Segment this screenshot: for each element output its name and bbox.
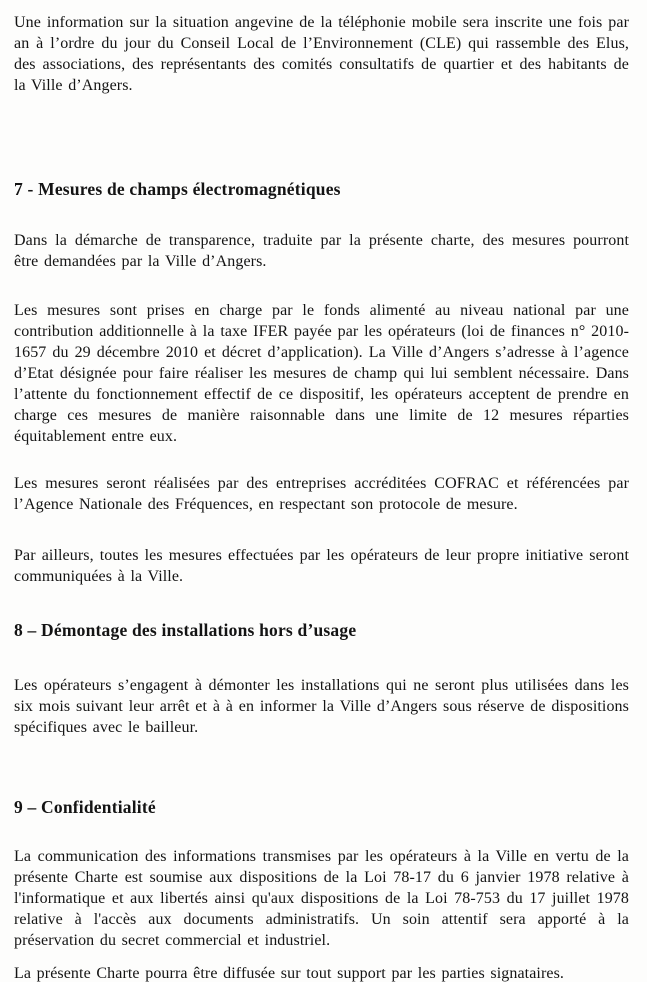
- section-8-heading: 8 – Démontage des installations hors d’usage: [14, 620, 357, 640]
- section-7-paragraph-4: Par ailleurs, toutes les mesures effectuées par les opérateurs de leur propre initiative seront communiquées à la Ville.: [14, 547, 629, 585]
- section-9-paragraph-1: La communication des informations transmises par les opérateurs à la Ville en vertu de la présente Charte est soumise aux dispositions de la Loi 78-17 du 6 janvier 1978 relative à l'informatique et aux libertés ainsi qu'aux dispositions de la Loi 78-753 du 17 juillet 1978 relative à l'accès aux documents administratifs. Un soin attentif sera apporté à la préservation du secret commercial et industriel.: [14, 848, 629, 949]
- section-9-paragraph-2: La présente Charte pourra être diffusée sur tout support par les parties signataires.: [14, 965, 565, 982]
- section-7-heading: 7 - Mesures de champs électromagnétiques: [14, 179, 341, 199]
- section-8-paragraph-1: Les opérateurs s’engagent à démonter les installations qui ne seront plus utilisées dans les six mois suivant leur arrêt et à à en informer la Ville d’Angers sous réserve de dispositions spécifiques avec le bailleur.: [14, 677, 629, 736]
- section-9-heading: 9 – Confidentialité: [14, 797, 156, 817]
- section-7-paragraph-1: Dans la démarche de transparence, traduite par la présente charte, des mesures pourront être demandées par la Ville d’Angers.: [14, 232, 629, 270]
- section-7-paragraph-3: Les mesures seront réalisées par des entreprises accréditées COFRAC et référencées par l’Agence Nationale des Fréquences, en respectant son protocole de mesure.: [14, 475, 629, 513]
- intro-paragraph: Une information sur la situation angevine de la téléphonie mobile sera inscrite une fois par an à l’ordre du jour du Conseil Local de l’Environnement (CLE) qui rassemble des Elus, des associations, des représentants des comités consultatifs de quartier et des habitants de la Ville d’Angers.: [14, 14, 629, 94]
- section-7-paragraph-2: Les mesures sont prises en charge par le fonds alimenté au niveau national par une contribution additionnelle à la taxe IFER payée par les opérateurs (loi de finances n° 2010-1657 du 29 décembre 2010 et décret d’application). La Ville d’Angers s’adresse à l’agence d’Etat désignée pour faire réaliser les mesures de champ qui lui semblent nécessaire. Dans l’attente du fonctionnement effectif de ce dispositif, les opérateurs acceptent de prendre en charge ces mesures de manière raisonnable dans une limite de 12 mesures réparties équitablement entre eux.: [14, 302, 629, 445]
